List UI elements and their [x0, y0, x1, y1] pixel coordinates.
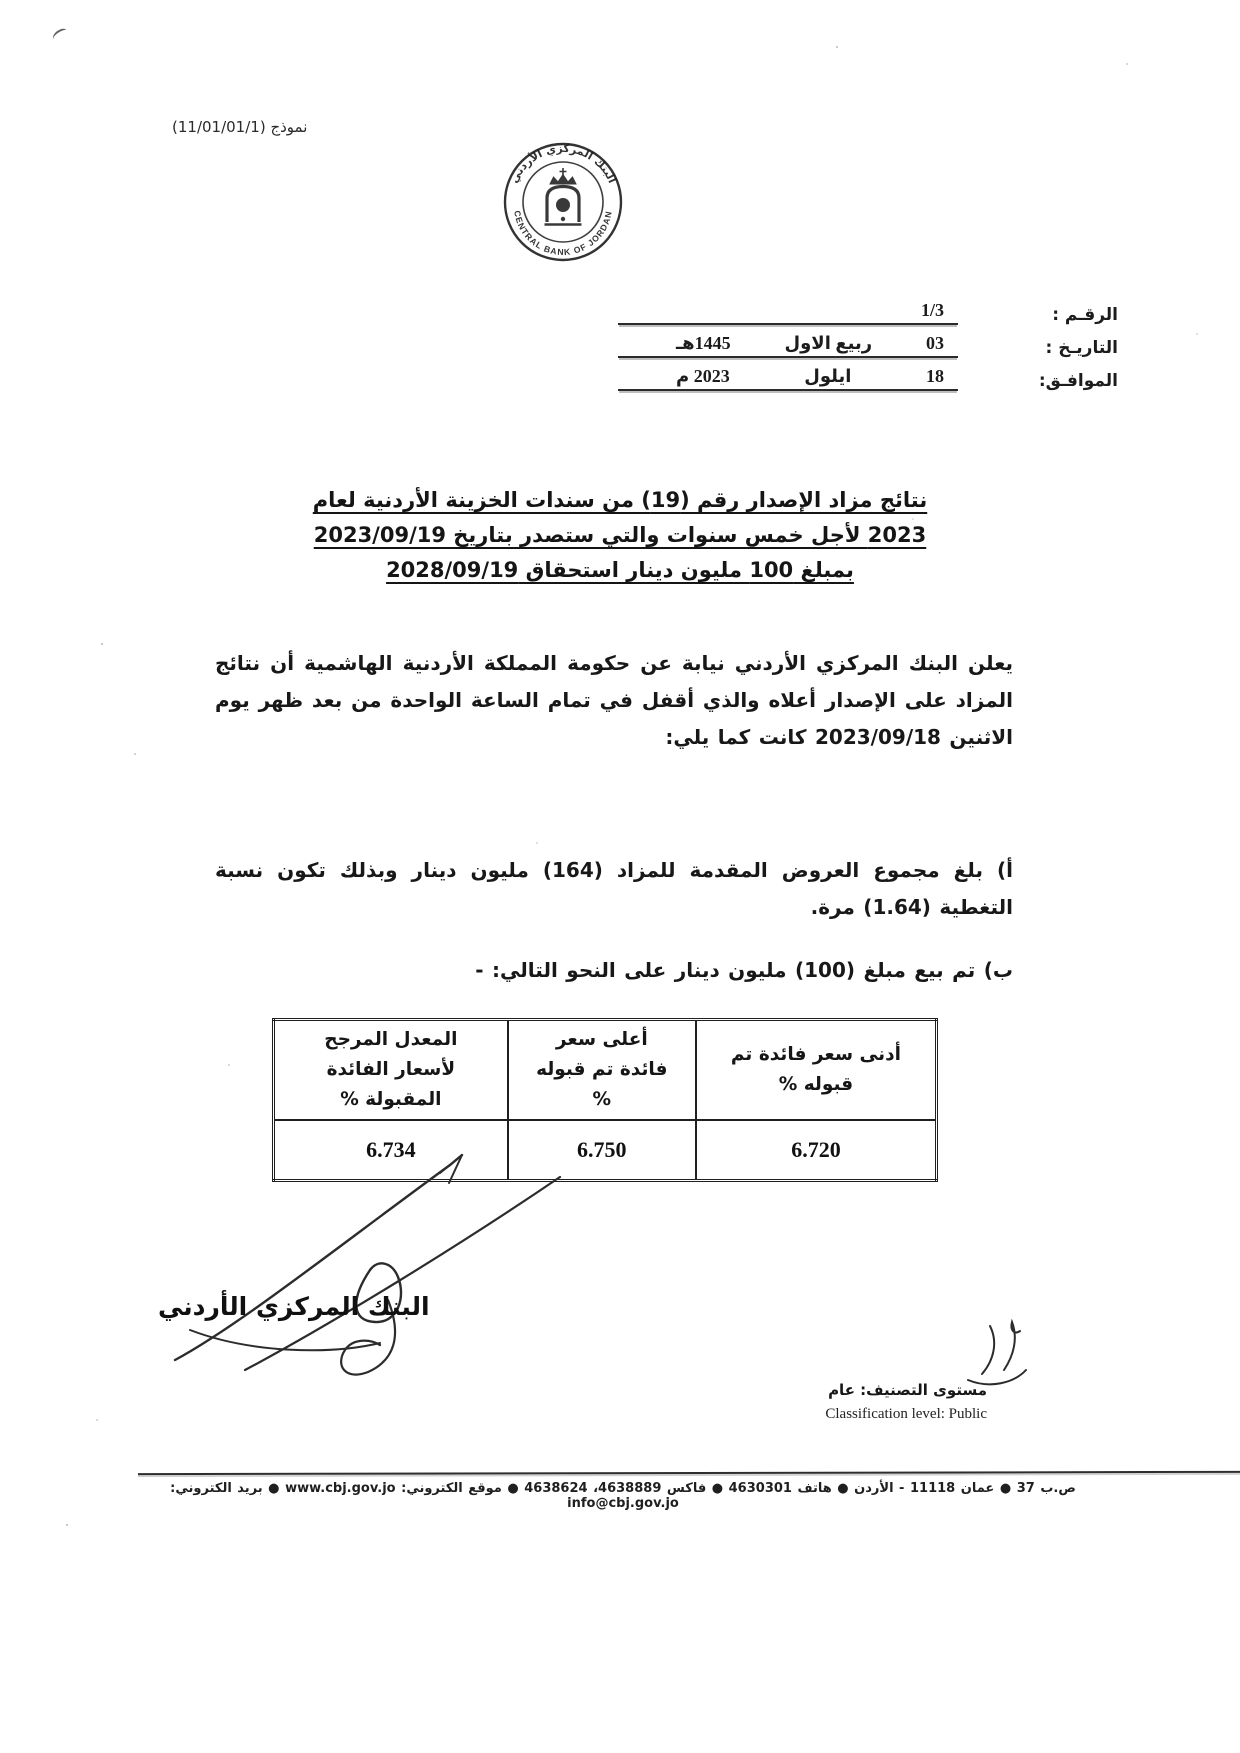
form-number: نموذج (11/01/01/1) — [172, 118, 308, 136]
reference-block — [618, 292, 1118, 391]
item-b-paragraph: ب) تم بيع مبلغ (100) مليون دينار على النحو التالي: - — [475, 958, 1013, 982]
weighted-average-header: المعدل المرجح لأسعار الفائدة المقبولة % — [274, 1020, 508, 1121]
ref-gregorian-date-row — [618, 358, 1118, 391]
weighted-average-value: 6.734 — [274, 1120, 508, 1181]
ref-date-label: التاريـخ : — [1045, 338, 1118, 358]
ref-number-value: 1/3 — [618, 300, 958, 325]
results-header-row — [274, 1020, 937, 1121]
ref-match-label: الموافـق: — [1038, 371, 1118, 391]
lowest-rate-value: 6.720 — [696, 1120, 937, 1181]
ref-number-row — [618, 292, 1118, 325]
ref-hijri-date-value — [618, 333, 958, 358]
gregorian-month: ايلول — [804, 366, 852, 386]
highest-rate-value: 6.750 — [508, 1120, 696, 1181]
seal-crown-emblem — [545, 168, 582, 225]
gregorian-year: 2023 م — [676, 366, 730, 386]
document-title — [270, 483, 970, 588]
scan-noise — [0, 0, 2, 2]
pen-mark-artifact — [51, 27, 70, 43]
ref-gregorian-date-value — [618, 366, 958, 391]
hijri-year: 1445هـ — [676, 333, 731, 353]
hijri-day: 03 — [926, 333, 944, 353]
announcement-paragraph: يعلن البنك المركزي الأردني نيابة عن حكومة المملكة الأردنية الهاشمية أن نتائج المزاد على الإصدار أعلاه والذي أقفل في تمام الساعة الواحدة من بعد ظهر يوم الاثنين 2023/09/18 كانت كما يلي: — [215, 651, 1013, 749]
item-a-paragraph: أ) بلغ مجموع العروض المقدمة للمزاد (164) مليون دينار وبذلك تكون نسبة التغطية (1.64) مرة. — [215, 858, 1013, 919]
handwritten-signature — [140, 1125, 570, 1380]
footer-divider — [138, 1471, 1240, 1475]
initials-signature — [950, 1300, 1045, 1390]
classification-block — [825, 1378, 987, 1426]
title-line-1: نتائج مزاد الإصدار رقم (19) من سندات الخزينة الأردنية لعام — [312, 488, 928, 512]
title-line-2: 2023 لأجل خمس سنوات والتي ستصدر بتاريخ 2023/09/19 — [313, 523, 927, 547]
classification-arabic: مستوى التصنيف: عام — [828, 1381, 987, 1399]
lowest-rate-header: أدنى سعر فائدة تم قبوله % — [696, 1020, 937, 1121]
highest-rate-header: أعلى سعر فائدة تم قبوله % — [508, 1020, 696, 1121]
signature-entity-name: البنك المركزي الأردني — [158, 1292, 430, 1321]
hijri-month: ربيع الاول — [784, 333, 873, 353]
gregorian-day: 18 — [926, 366, 944, 386]
classification-english: Classification level: Public — [825, 1406, 987, 1422]
seal-arabic-text: البنك المركزي الأردني — [507, 141, 619, 186]
seal-english-text: CENTRAL BANK OF JORDAN — [512, 209, 614, 258]
ref-number-label: الرقـم : — [1052, 305, 1118, 325]
ref-hijri-date-row — [618, 325, 1118, 358]
central-bank-of-jordan-seal-logo — [501, 140, 625, 264]
title-line-3: بمبلغ 100 مليون دينار استحقاق 2028/09/19 — [386, 558, 854, 582]
footer-contact-info: ص.ب 37 ● عمان 11118 - الأردن ● هاتف 4630301 ● فاكس 4638889، 4638624 ● موقع الكتروني: www.cbj.gov.jo ● بريد الكتروني: info@cbj.gov.jo — [170, 1481, 1076, 1511]
